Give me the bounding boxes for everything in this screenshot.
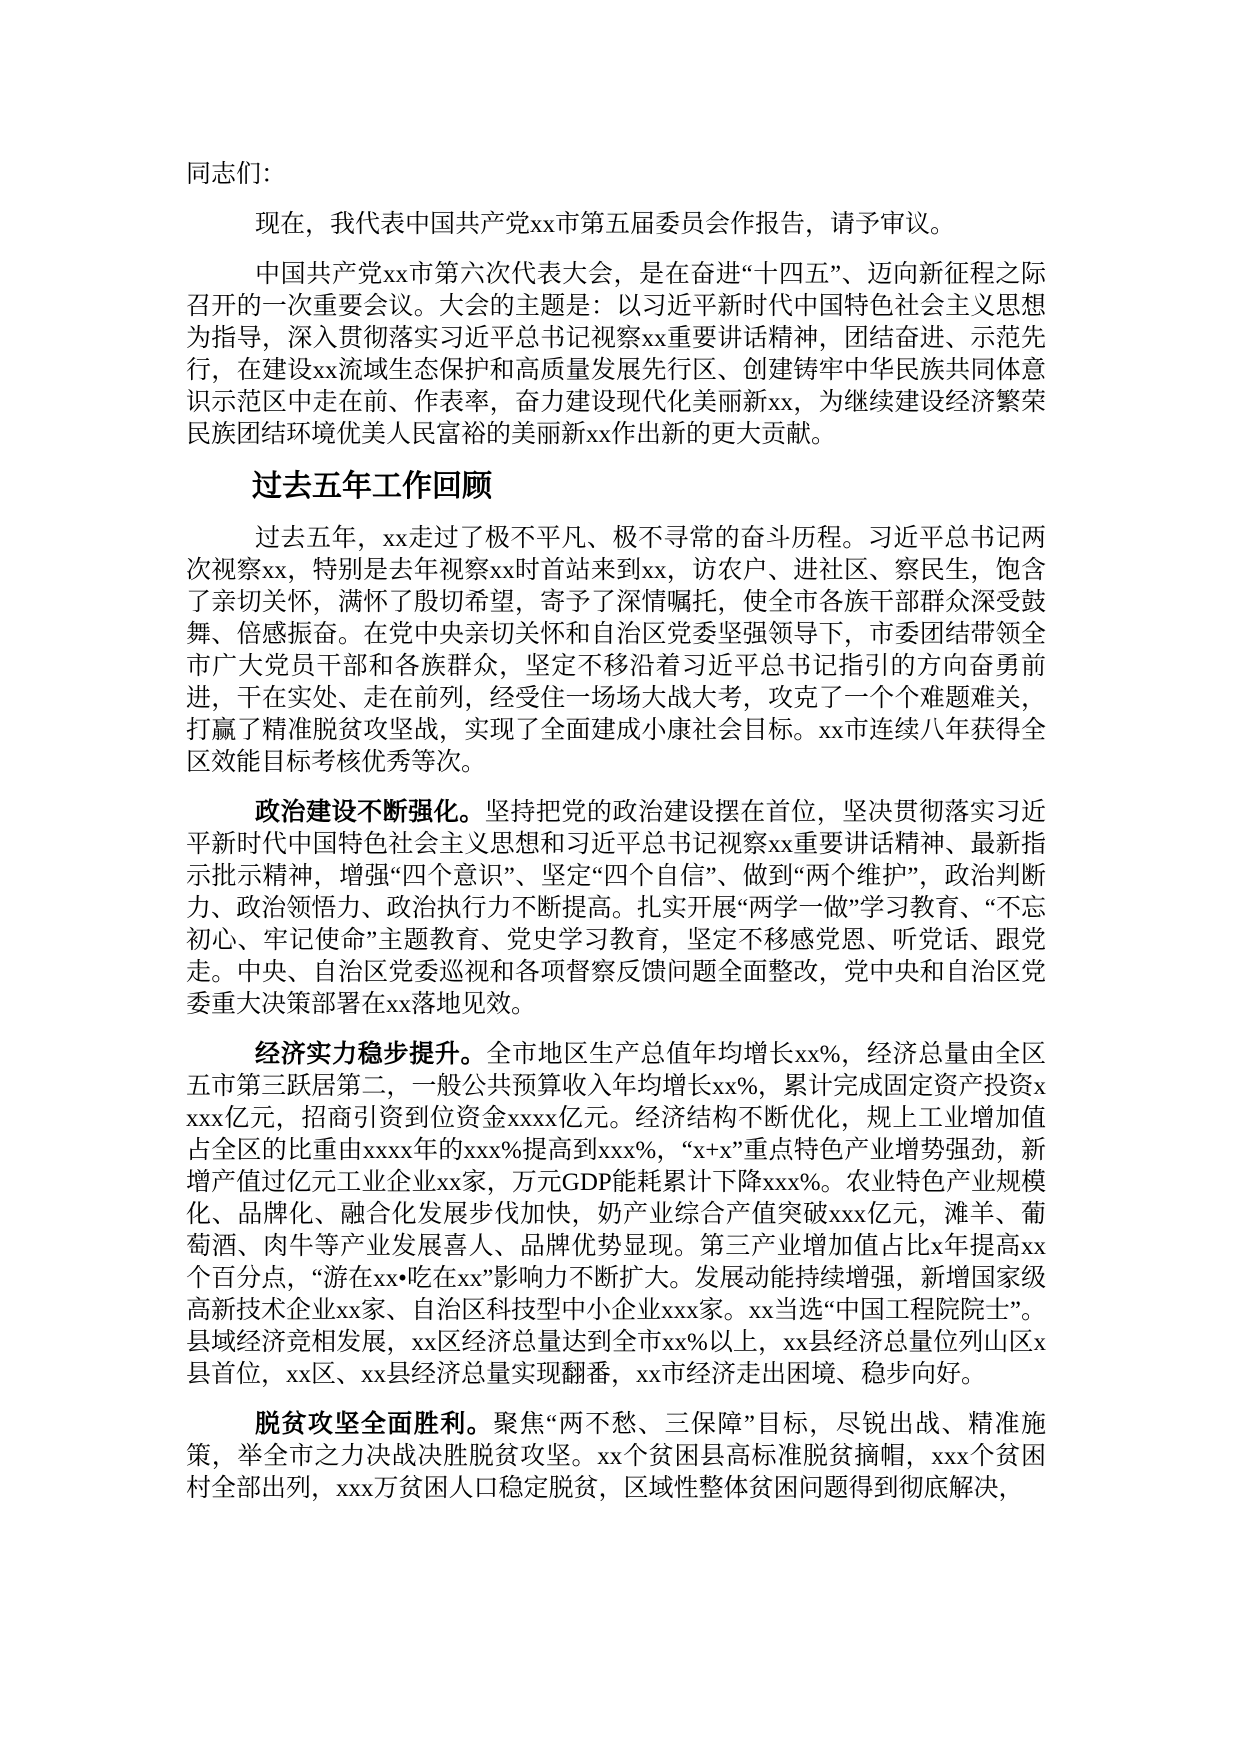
paragraph-five-year-review (186, 523, 1046, 779)
paragraph-congress-theme (186, 259, 1046, 451)
paragraph-poverty-alleviation (186, 1409, 1046, 1505)
paragraph-political-construction (186, 797, 1046, 1021)
paragraph-text: 聚焦“两不愁、三保障”目标，尽锐出战、精准施策，举全市之力决战决胜脱贫攻坚。xx个贫困县高标准脱贫摘帽，xxx个贫困村全部出列，xxx万贫困人口稳定脱贫，区域性整体贫困问题得到彻底解决， (186, 1411, 1046, 1502)
section-heading-past-five-years (186, 469, 1046, 505)
paragraph-text: 中国共产党xx市第六次代表大会，是在奋进“十四五”、迈向新征程之际召开的一次重要会议。大会的主题是：以习近平新时代中国特色社会主义思想为指导，深入贯彻落实习近平总书记视察xx重要讲话精神，团结奋进、示范先行，在建设xx流域生态保护和高质量发展先行区、创建铸牢中华民族共同体意识示范区中走在前、作表率，奋力建设现代化美丽新xx，为继续建设经济繁荣民族团结环境优美人民富裕的美丽新xx作出新的更大贡献。 (186, 261, 1046, 448)
paragraph-text: 过去五年，xx走过了极不平凡、极不寻常的奋斗历程。习近平总书记两次视察xx，特别是去年视察xx时首站来到xx，访农户、进社区、察民生，饱含了亲切关怀，满怀了殷切希望，寄予了深情嘱托，使全市各族干部群众深受鼓舞、倍感振奋。在党中央亲切关怀和自治区党委坚强领导下，市委团结带领全市广大党员干部和各族群众，坚定不移沿着习近平总书记指引的方向奋勇前进，干在实处、走在前列，经受住一场场大战大考，攻克了一个个难题难关，打赢了精准脱贫攻坚战，实现了全面建成小康社会目标。xx市连续八年获得全区效能目标考核优秀等次。 (186, 525, 1046, 776)
paragraph-lead: 经济实力稳步提升。 (255, 1041, 487, 1068)
paragraph-text: 全市地区生产总值年均增长xx%，经济总量由全区五市第三跃居第二，一般公共预算收入年均增长xx%，累计完成固定资产投资xxxx亿元，招商引资到位资金xxxx亿元。经济结构不断优化，规上工业增加值占全区的比重由xxxx年的xxx%提高到xxx%，“x+x”重点特色产业增势强劲，新增产值过亿元工业企业xx家，万元GDP能耗累计下降xxx%。农业特色产业规模化、品牌化、融合化发展步伐加快，奶产业综合产值突破xxx亿元，滩羊、葡萄酒、肉牛等产业发展喜人、品牌优势显现。第三产业增加值占比x年提高xx个百分点，“游在xx•吃在xx”影响力不断扩大。发展动能持续增强，新增国家级高新技术企业xx家、自治区科技型中小企业xxx家。xx当选“中国工程院院士”。县域经济竞相发展，xx区经济总量达到全市xx%以上，xx县经济总量位列山区x县首位，xx区、xx县经济总量实现翻番，xx市经济走出困境、稳步向好。 (186, 1041, 1046, 1388)
paragraph-lead: 脱贫攻坚全面胜利。 (255, 1411, 494, 1438)
paragraph-economic-strength (186, 1039, 1046, 1391)
salutation (186, 159, 1046, 191)
paragraph-lead: 政治建设不断强化。 (255, 799, 485, 826)
section-heading-text: 过去五年工作回顾 (252, 470, 492, 503)
document-body (186, 159, 1046, 1523)
paragraph-text: 坚持把党的政治建设摆在首位，坚决贯彻落实习近平新时代中国特色社会主义思想和习近平总书记视察xx重要讲话精神、最新指示批示精神，增强“四个意识”、坚定“四个自信”、做到“两个维护”，政治判断力、政治领悟力、政治执行力不断提高。扎实开展“两学一做”学习教育、“不忘初心、牢记使命”主题教育、党史学习教育，坚定不移感党恩、听党话、跟党走。中央、自治区党委巡视和各项督察反馈问题全面整改，党中央和自治区党委重大决策部署在xx落地见效。 (186, 799, 1046, 1018)
paragraph-text: 现在，我代表中国共产党xx市第五届委员会作报告，请予审议。 (255, 211, 956, 238)
paragraph-opening (186, 209, 1046, 241)
salutation-text: 同志们： (186, 161, 287, 188)
